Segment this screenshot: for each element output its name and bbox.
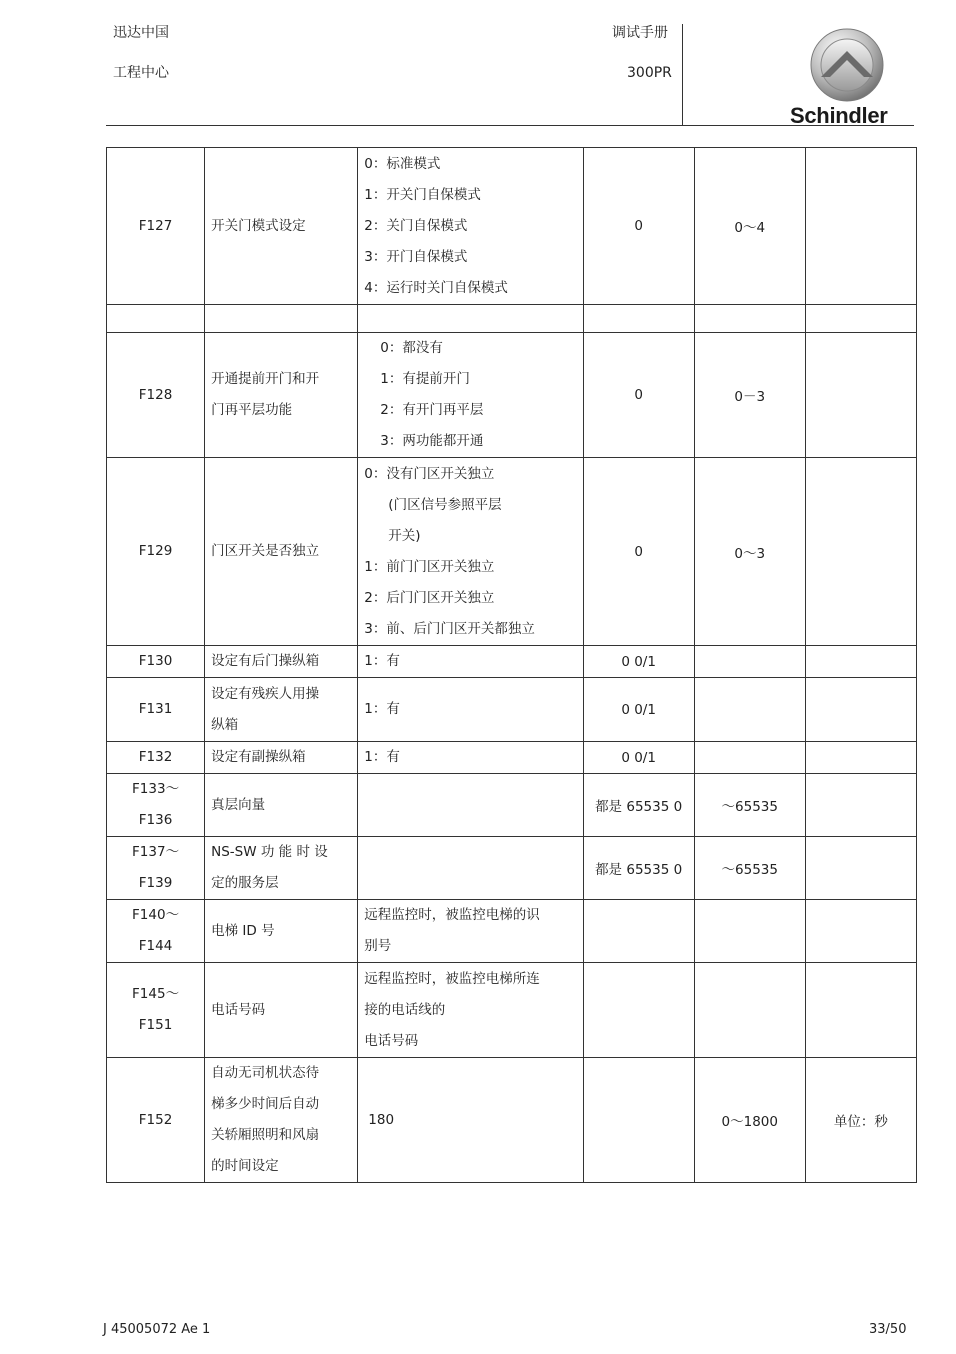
table-row <box>107 458 917 646</box>
param-default-cell: 0 0/1 <box>583 742 694 774</box>
parameter-table-body <box>107 148 917 1183</box>
param-name-line: 电梯 ID 号 <box>211 922 275 939</box>
param-code: F131 <box>138 701 173 717</box>
param-default-cell <box>583 963 694 1058</box>
param-default-cell: 都是 65535 0 <box>583 837 694 900</box>
param-desc-line: 2：关门自保模式 <box>364 217 468 234</box>
param-code-cell <box>107 837 205 900</box>
table-row <box>107 963 917 1058</box>
param-name-line: 自动无司机状态待 <box>211 1065 320 1081</box>
param-name-cell <box>205 305 358 333</box>
param-range-cell <box>694 963 805 1058</box>
table-row <box>107 305 917 333</box>
table-row <box>107 774 917 837</box>
param-range-cell <box>694 678 805 742</box>
param-default-cell: 0 0/1 <box>583 646 694 678</box>
param-note-cell <box>805 900 916 963</box>
param-default-cell: 都是 65535 0 <box>583 774 694 837</box>
param-desc-line: 3：前、后门门区开关都独立 <box>364 620 535 637</box>
table-row <box>107 646 917 678</box>
param-default-cell: 0 <box>583 333 694 458</box>
param-name-line: 真层向量 <box>211 796 266 813</box>
table-row <box>107 678 917 742</box>
param-desc-cell <box>358 646 583 678</box>
param-code-cell <box>107 148 205 305</box>
param-default-cell: 0 0/1 <box>583 678 694 742</box>
param-range-cell: ～65535 <box>694 837 805 900</box>
param-code-cell <box>107 963 205 1058</box>
param-desc-cell <box>358 900 583 963</box>
param-code-cell <box>107 774 205 837</box>
param-code-cell <box>107 646 205 678</box>
param-name-line: 设定有后门操纵箱 <box>211 653 320 669</box>
param-range-cell: 0～4 <box>694 148 805 305</box>
param-note-cell <box>805 333 916 458</box>
param-code: F152 <box>138 1111 173 1128</box>
param-name-cell <box>205 900 358 963</box>
param-name-line: 开通提前开门和开 <box>211 371 320 387</box>
param-desc-line: 1：开关门自保模式 <box>364 186 481 203</box>
param-name-cell <box>205 1058 358 1183</box>
param-desc-line: 电话号码 <box>364 1032 419 1049</box>
param-code: F144 <box>138 938 173 954</box>
param-desc-line: 远程监控时，被监控电梯所连 <box>364 970 540 987</box>
param-name-cell <box>205 963 358 1058</box>
param-desc-cell <box>358 774 583 837</box>
document-id: J 45005072 Ae 1 <box>103 1322 211 1337</box>
param-note-cell <box>805 742 916 774</box>
param-desc-line: 别号 <box>364 938 392 954</box>
param-name-line: 的时间设定 <box>211 1158 279 1174</box>
param-note-cell <box>805 148 916 305</box>
param-default-cell <box>583 305 694 333</box>
param-note-cell <box>805 837 916 900</box>
param-name-line: 门再平层功能 <box>211 402 293 418</box>
param-name-cell <box>205 774 358 837</box>
schindler-logo <box>786 25 911 127</box>
param-desc-line: 接的电话线的 <box>364 1001 446 1018</box>
param-range-cell <box>694 900 805 963</box>
param-desc-line: (门区信号参照平层 <box>388 496 502 513</box>
param-code-cell <box>107 333 205 458</box>
param-name-cell <box>205 678 358 742</box>
table-row <box>107 900 917 963</box>
param-code-cell <box>107 458 205 646</box>
param-desc-line: 0：标准模式 <box>364 155 441 172</box>
param-name-line: 定的服务层 <box>211 875 279 891</box>
param-code: F145～ <box>132 986 180 1002</box>
param-desc-line: 4：运行时关门自保模式 <box>364 279 508 296</box>
param-code-cell <box>107 678 205 742</box>
manual-title: 调试手册 <box>612 25 668 41</box>
param-note-cell <box>805 458 916 646</box>
param-code: F127 <box>138 217 173 234</box>
param-default-cell <box>583 900 694 963</box>
table-row <box>107 1058 917 1183</box>
param-default-cell: 0 <box>583 458 694 646</box>
param-desc-line: 开关) <box>388 527 421 544</box>
param-name-cell <box>205 458 358 646</box>
param-name-line: 设定有副操纵箱 <box>211 749 306 765</box>
parameter-table <box>106 147 917 1183</box>
param-name-line: 电话号码 <box>211 1001 266 1018</box>
param-desc-line: 2：后门门区开关独立 <box>364 589 495 606</box>
param-name-cell <box>205 333 358 458</box>
param-code: F132 <box>138 749 173 765</box>
param-desc-line: 180 <box>368 1111 395 1128</box>
param-code: F133～ <box>132 781 180 797</box>
param-desc-cell <box>358 148 583 305</box>
param-code-cell <box>107 1058 205 1183</box>
param-code: F128 <box>138 386 173 403</box>
param-desc-line: 3：开门自保模式 <box>364 248 468 265</box>
param-note-cell <box>805 963 916 1058</box>
param-desc-line: 1：有 <box>364 749 400 765</box>
param-desc-line: 远程监控时，被监控电梯的识 <box>364 907 540 923</box>
param-desc-line: 1：有 <box>364 653 400 669</box>
header-divider-vertical <box>682 24 683 126</box>
param-name-cell <box>205 646 358 678</box>
param-name-line: 梯多少时间后自动 <box>211 1096 320 1112</box>
schindler-emblem-icon <box>808 27 886 103</box>
param-desc-line: 2：有开门再平层 <box>380 402 484 418</box>
param-code-cell <box>107 305 205 333</box>
param-desc-line: 1：有提前开门 <box>380 371 470 387</box>
param-code: F136 <box>138 812 173 828</box>
param-name-line: NS-SW 功 能 时 设 <box>211 844 328 860</box>
param-default-cell <box>583 1058 694 1183</box>
param-range-cell: 0～1800 <box>694 1058 805 1183</box>
param-note-cell: 单位：秒 <box>805 1058 916 1183</box>
param-desc-cell <box>358 458 583 646</box>
param-code-cell <box>107 742 205 774</box>
param-name-cell <box>205 148 358 305</box>
param-name-line: 纵箱 <box>211 716 239 733</box>
model-number: 300PR <box>627 65 672 81</box>
param-code: F151 <box>138 1017 173 1033</box>
param-name-line: 开关门模式设定 <box>211 217 306 234</box>
param-desc-cell <box>358 305 583 333</box>
param-desc-line: 1：前门门区开关独立 <box>364 558 495 575</box>
param-range-cell: 0～3 <box>694 458 805 646</box>
param-range-cell: ～65535 <box>694 774 805 837</box>
param-code: F129 <box>138 543 173 559</box>
param-desc-cell <box>358 742 583 774</box>
param-code: F130 <box>138 653 173 669</box>
param-desc-cell <box>358 678 583 742</box>
param-desc-line: 0：都没有 <box>380 340 443 356</box>
table-row <box>107 837 917 900</box>
param-range-cell: 0－3 <box>694 333 805 458</box>
param-name-line: 门区开关是否独立 <box>211 543 320 559</box>
param-name-line: 设定有残疾人用操 <box>211 685 320 702</box>
param-desc-cell <box>358 1058 583 1183</box>
param-code: F137～ <box>132 844 180 860</box>
logo-wordmark: Schindler <box>790 103 888 128</box>
param-code-cell <box>107 900 205 963</box>
param-name-cell <box>205 742 358 774</box>
param-range-cell <box>694 646 805 678</box>
company-name: 迅达中国 <box>113 25 169 41</box>
param-default-cell: 0 <box>583 148 694 305</box>
department-name: 工程中心 <box>113 65 169 81</box>
param-range-cell <box>694 742 805 774</box>
table-row <box>107 148 917 305</box>
param-name-cell <box>205 837 358 900</box>
param-desc-line: 0：没有门区开关独立 <box>364 465 495 482</box>
param-note-cell <box>805 678 916 742</box>
param-name-line: 关轿厢照明和风扇 <box>211 1127 320 1143</box>
param-desc-cell <box>358 963 583 1058</box>
param-desc-cell <box>358 333 583 458</box>
param-code: F139 <box>138 875 173 891</box>
param-note-cell <box>805 646 916 678</box>
param-note-cell <box>805 774 916 837</box>
table-row <box>107 333 917 458</box>
param-desc-line: 3：两功能都开通 <box>380 433 484 449</box>
param-desc-line: 1：有 <box>364 701 400 717</box>
param-note-cell <box>805 305 916 333</box>
table-row <box>107 742 917 774</box>
param-desc-cell <box>358 837 583 900</box>
param-range-cell <box>694 305 805 333</box>
param-code: F140～ <box>132 907 180 923</box>
page-number: 33/50 <box>869 1322 907 1337</box>
